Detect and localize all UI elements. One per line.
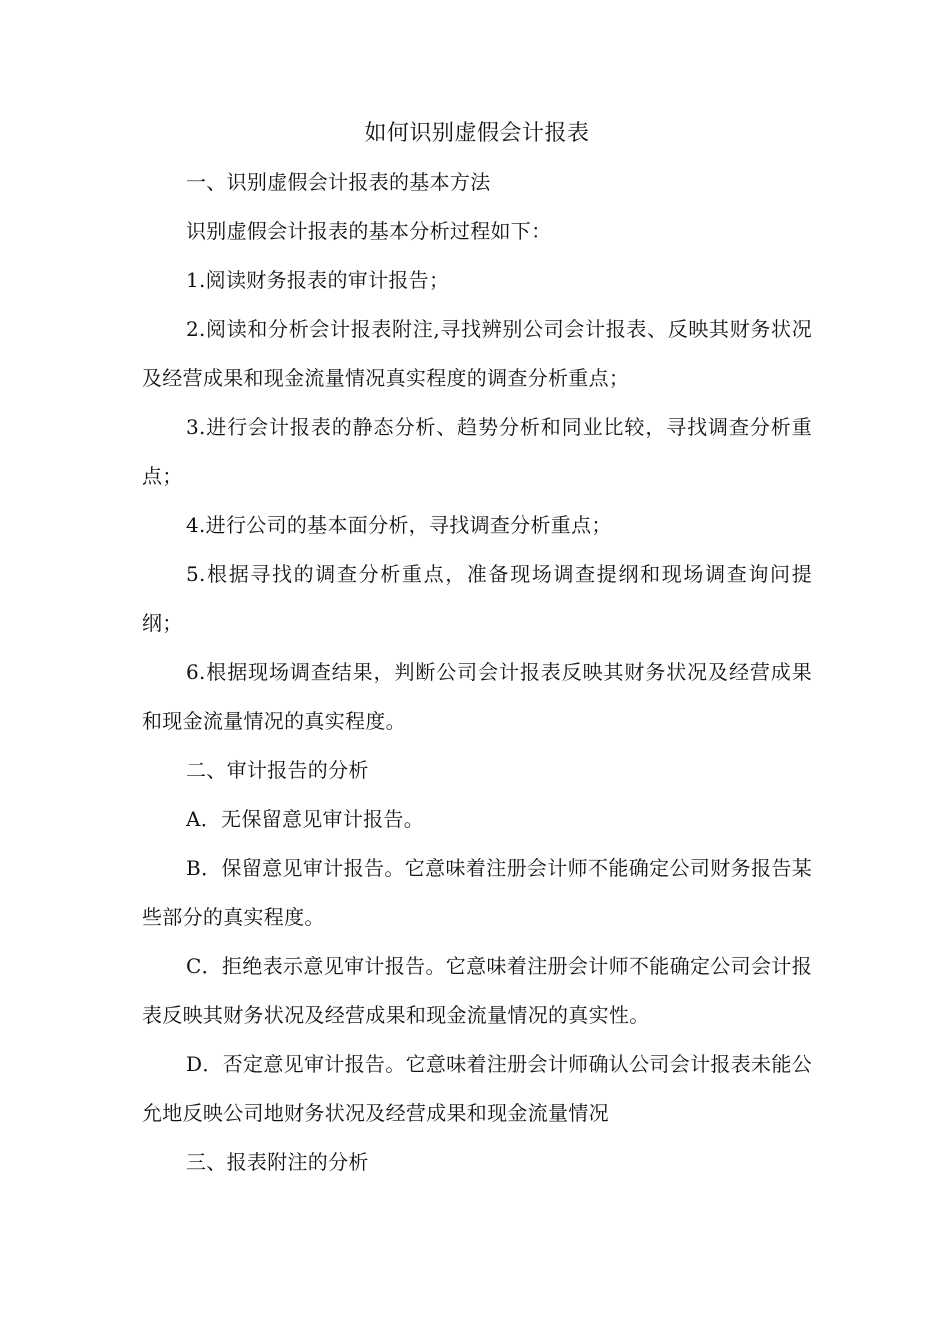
- list-item-6: 6.根据现场调查结果，判断公司会计报表反映其财务状况及经营成果和现金流量情况的真实程度。: [142, 660, 812, 733]
- document-body: [142, 110, 812, 1187]
- list-item-1: 1.阅读财务报表的审计报告；: [186, 268, 450, 292]
- section-heading-1: 一、识别虚假会计报表的基本方法: [186, 170, 491, 194]
- list-item-2: 2.阅读和分析会计报表附注,寻找辨别公司会计报表、反映其财务状况及经营成果和现金流量情况真实程度的调查分析重点；: [142, 317, 812, 390]
- audit-item-c: C．拒绝表示意见审计报告。它意味着注册会计师不能确定公司会计报表反映其财务状况及经营成果和现金流量情况的真实性。: [142, 954, 812, 1027]
- audit-item-b: B．保留意见审计报告。它意味着注册会计师不能确定公司财务报告某些部分的真实程度。: [142, 856, 812, 929]
- section-heading-3: 三、报表附注的分析: [186, 1150, 369, 1174]
- audit-item-d: D．否定意见审计报告。它意味着注册会计师确认公司会计报表未能公允地反映公司地财务状况及经营成果和现金流量情况: [142, 1052, 812, 1125]
- list-item-4: 4.进行公司的基本面分析，寻找调查分析重点；: [186, 513, 612, 537]
- audit-item-a: A．无保留意见审计报告。: [186, 807, 425, 831]
- paragraph-intro: 识别虚假会计报表的基本分析过程如下：: [186, 219, 552, 243]
- document-title: 如何识别虚假会计报表: [364, 121, 590, 146]
- list-item-5: 5.根据寻找的调查分析重点，准备现场调查提纲和现场调查询问提纲；: [142, 562, 812, 635]
- list-item-3: 3.进行会计报表的静态分析、趋势分析和同业比较，寻找调查分析重点；: [142, 415, 812, 488]
- section-heading-2: 二、审计报告的分析: [186, 758, 369, 782]
